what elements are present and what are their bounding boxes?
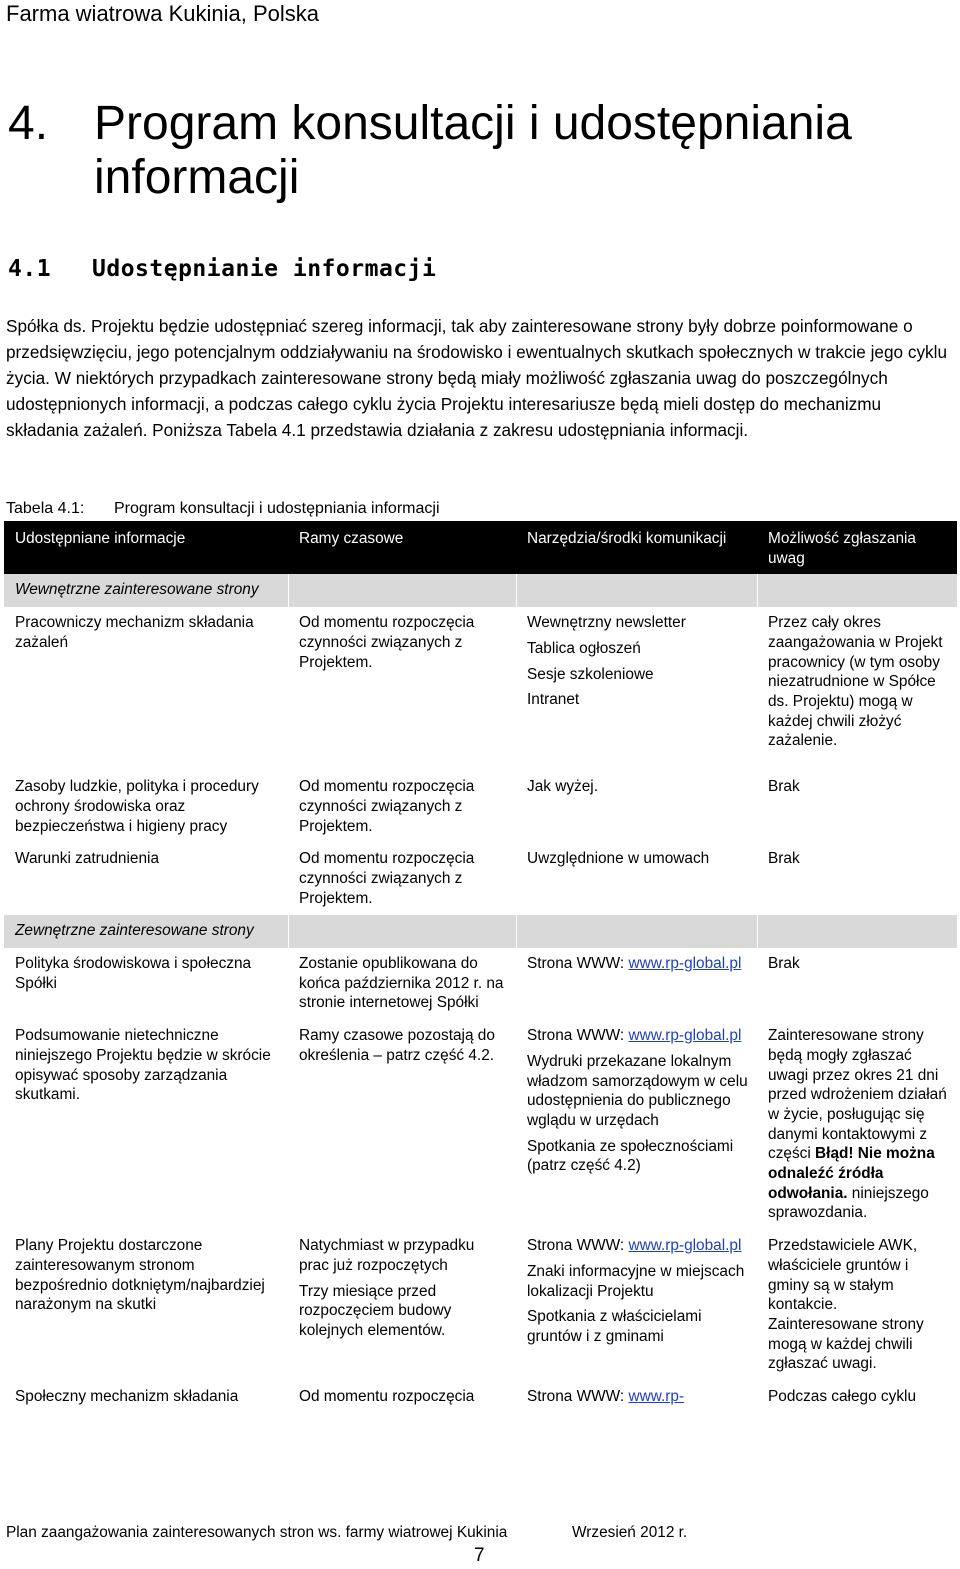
cell-info: Pracowniczy mechanizm składania zażaleń (15, 614, 254, 651)
page-number: 7 (474, 1545, 485, 1566)
footer-date: Wrzesień 2012 r. (572, 1524, 688, 1541)
section-number: 4.1 (8, 256, 52, 282)
table-header-row (4, 521, 957, 574)
group-label: Zewnętrzne zainteresowane strony (4, 915, 288, 948)
consultation-table (4, 521, 957, 1414)
table-row (4, 1230, 957, 1381)
table-row (4, 607, 957, 771)
table-row (4, 843, 957, 915)
section-title: Udostępnianie informacji (92, 256, 437, 282)
website-link[interactable]: www.rp- (628, 1388, 685, 1406)
intro-paragraph: Spółka ds. Projektu będzie udostępniać szereg informacji, tak aby zainteresowane strony były dobrze poinformowane o przedsięwzięciu, jego potencjalnym oddziaływaniu na środowisko i ewentualnych skutkach społecznych w trakcie jego cyklu życia. W niektórych przypadkach zainteresowane strony będą miały możliwość zgłaszania uwag do poszczególnych udostępnionych informacji, a podczas całego cyklu życia Projektu interesariusze będą mieli dostęp do mechanizmu składania zażaleń. Poniższa Tabela 4.1 przedstawia działania z zakresu udostępniania informacji. (6, 316, 948, 440)
tool-item: Wydruki przekazane lokalnym władzom samorządowym w celu udostępnienia do publicznego wglądu w urzędach (527, 1052, 748, 1129)
tool-item (527, 1236, 749, 1256)
website-link[interactable]: www.rp-global.pl (628, 1237, 742, 1255)
tool-item: Tablica ogłoszeń (527, 639, 641, 657)
time-item: Trzy miesiące przed rozpoczęciem budowy kolejnych elementów. (299, 1282, 452, 1339)
tool-label: Strona WWW: (527, 955, 629, 973)
header-tools: Narzędzia/środki komunikacji (516, 521, 757, 574)
cell-tools (516, 1020, 757, 1230)
table-row (4, 1381, 957, 1414)
tool-label: Strona WWW: (527, 1237, 629, 1255)
cell-time: Od momentu rozpoczęcia czynności związanych z Projektem. (299, 778, 475, 835)
tool-item: Wewnętrzny newsletter (527, 614, 686, 632)
table-row (4, 771, 957, 843)
table-row (4, 1020, 957, 1230)
document-header: Farma wiatrowa Kukinia, Polska (6, 1, 320, 26)
cell-time: Od momentu rozpoczęcia czynności związanych z Projektem. (299, 614, 475, 671)
footer-title: Plan zaangażowania zainteresowanych stron ws. farmy wiatrowej Kukinia (6, 1524, 508, 1541)
group-row-external (4, 915, 957, 948)
table-caption-title: Program konsultacji i udostępniania informacji (114, 500, 440, 517)
tool-item: Znaki informacyjne w miejscach lokalizacji Projektu (527, 1262, 745, 1300)
cell-info: Zasoby ludzkie, polityka i procedury ochrony środowiska oraz bezpieczeństwa i higieny pracy (15, 778, 259, 835)
table-caption-label: Tabela 4.1: (6, 500, 85, 517)
error-reference: Błąd! Nie można odnaleźć źródła odwołania. (768, 1145, 935, 1202)
cell-time (288, 1230, 516, 1381)
cell-info: Społeczny mechanizm składania (15, 1388, 239, 1406)
header-comments: Możliwość zgłaszania uwag (757, 521, 957, 574)
cell-tools (516, 607, 757, 771)
cell-tools (516, 1230, 757, 1381)
table-row (4, 948, 957, 1020)
cell-comments: Brak (768, 850, 800, 868)
group-row-internal (4, 574, 957, 607)
cell-tools: Jak wyżej. (527, 778, 598, 796)
tool-item: Intranet (527, 691, 580, 709)
cell-comments: Brak (768, 955, 800, 973)
cell-time: Od momentu rozpoczęcia czynności związanych z Projektem. (299, 850, 475, 907)
cell-tools (516, 1381, 757, 1414)
cell-time: Ramy czasowe pozostają do określenia – patrz część 4.2. (299, 1027, 495, 1064)
tool-item: Spotkania ze społecznościami (patrz część 4.2) (527, 1137, 734, 1175)
cell-info: Podsumowanie nietechniczne niniejszego Projektu będzie w skrócie opisywać sposoby zarządzania skutkami. (15, 1027, 271, 1104)
cell-tools (516, 948, 757, 1020)
tool-label: Strona WWW: (527, 1027, 629, 1045)
tool-label: Strona WWW: (527, 1388, 629, 1406)
website-link[interactable]: www.rp-global.pl (628, 955, 742, 973)
cell-info: Polityka środowiskowa i społeczna Spółki (15, 955, 252, 992)
cell-comments: Zainteresowane strony będą mogły zgłaszać uwagi przez okres 21 dni przed wdrożeniem działań w życie, posługując się danymi kontaktowymi z części Błąd! Nie można odnaleźć źródła odwołania. niniejszego sprawozdania. (768, 1027, 947, 1222)
cell-info: Warunki zatrudnienia (15, 850, 160, 868)
header-time: Ramy czasowe (288, 521, 516, 574)
group-label: Wewnętrzne zainteresowane strony (4, 574, 288, 607)
cell-time: Od momentu rozpoczęcia (299, 1388, 475, 1406)
cell-comments: Przedstawiciele AWK, właściciele gruntów i gminy są w stałym kontakcie. Zainteresowane strony mogą w każdej chwili zgłaszać uwagi. (768, 1237, 924, 1373)
tool-item: Spotkania z właścicielami gruntów i z gminami (527, 1308, 702, 1345)
cell-time: Zostanie opublikowana do końca października 2012 r. na stronie internetowej Spółki (299, 955, 504, 1012)
chapter-title: Program konsultacji i udostępniania informacji (94, 97, 852, 204)
chapter-number: 4. (8, 97, 49, 150)
table-caption (6, 498, 440, 520)
time-item: Natychmiast w przypadku prac już rozpoczętych (299, 1237, 475, 1274)
website-link[interactable]: www.rp-global.pl (628, 1027, 742, 1045)
cell-comments: Przez cały okres zaangażowania w Projekt pracownicy (w tym osoby niezatrudnione w Spółce ds. Projektu) mogą w każdej chwili złożyć zażalenie. (768, 614, 943, 750)
tool-item (527, 1026, 749, 1046)
tool-item: Sesje szkoleniowe (527, 665, 654, 683)
cell-comments: Podczas całego cyklu (768, 1388, 916, 1406)
header-info: Udostępniane informacje (4, 521, 288, 574)
cell-tools: Uwzględnione w umowach (527, 850, 710, 868)
cell-info: Plany Projektu dostarczone zainteresowanym stronom bezpośrednio dotkniętym/najbardziej narażonym na skutki (15, 1237, 265, 1314)
cell-comments: Brak (768, 778, 800, 796)
